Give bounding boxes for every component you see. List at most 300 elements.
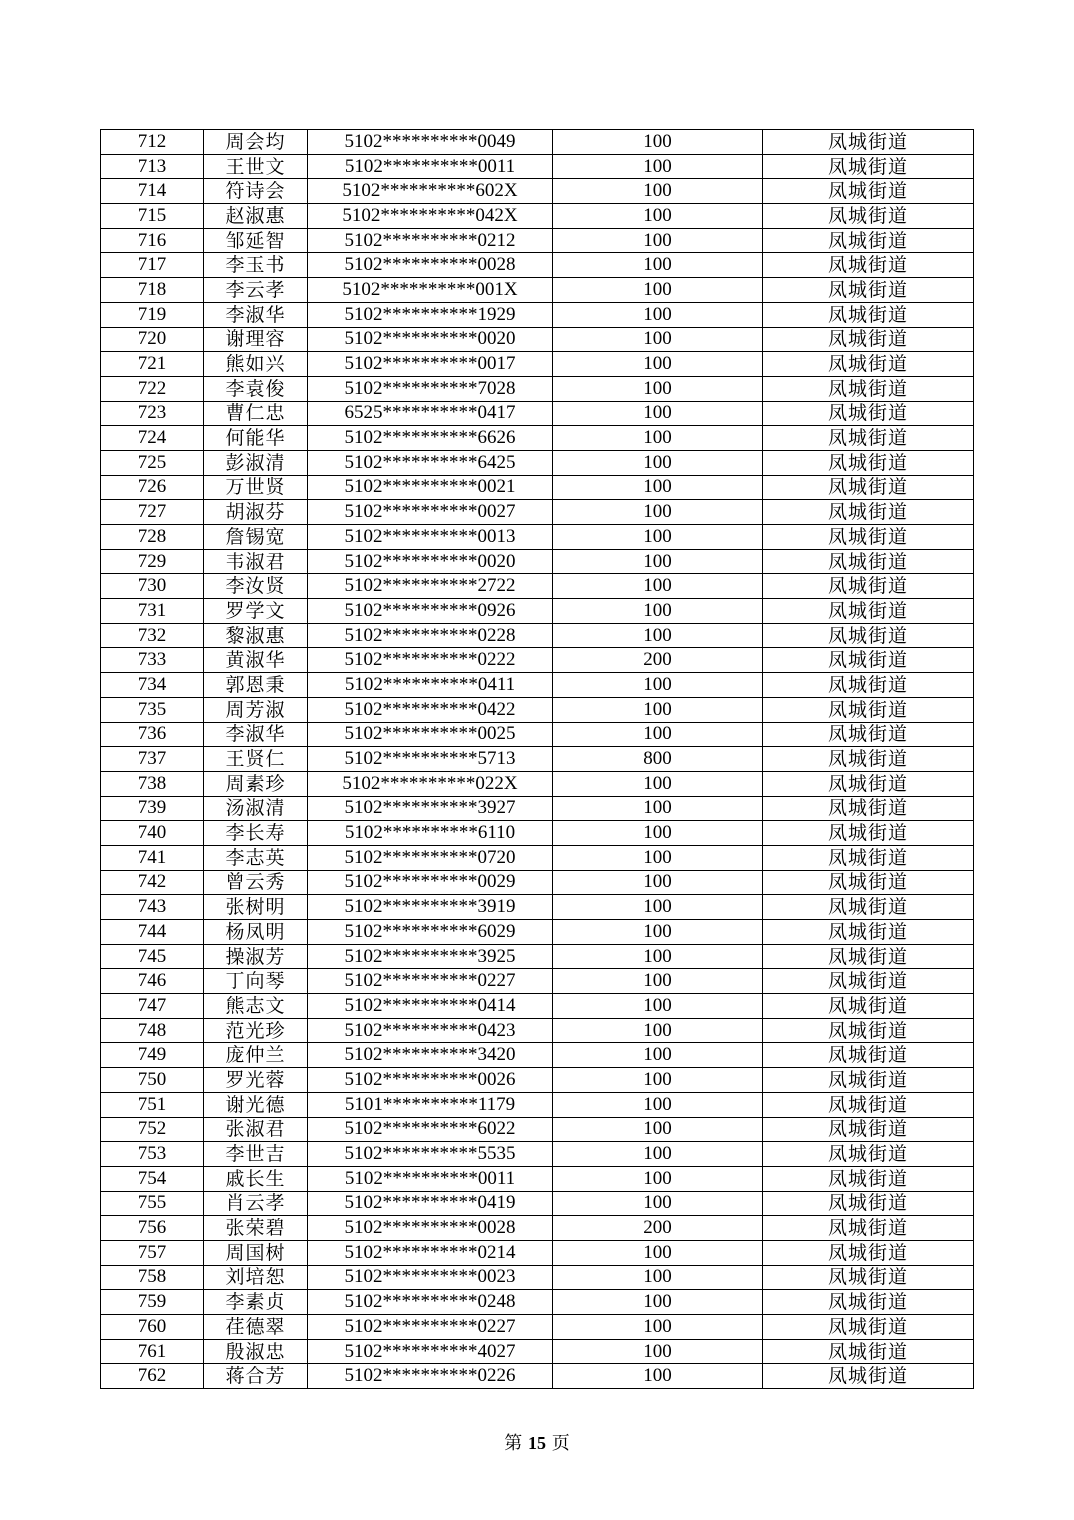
id-number-cell: 5102**********0228 [308, 623, 553, 648]
amount-cell: 100 [553, 179, 763, 204]
street-cell: 凤城街道 [763, 475, 974, 500]
amount-cell: 100 [553, 944, 763, 969]
name-cell: 殷淑忠 [204, 1339, 308, 1364]
name-cell: 罗学文 [204, 599, 308, 624]
row-number-cell: 724 [101, 426, 204, 451]
street-cell: 凤城街道 [763, 870, 974, 895]
id-number-cell: 5101**********1179 [308, 1092, 553, 1117]
id-number-cell: 5102**********6029 [308, 920, 553, 945]
name-cell: 李玉书 [204, 253, 308, 278]
row-number-cell: 743 [101, 895, 204, 920]
name-cell: 胡淑芬 [204, 500, 308, 525]
name-cell: 曾云秀 [204, 870, 308, 895]
amount-cell: 100 [553, 1364, 763, 1389]
street-cell: 凤城街道 [763, 747, 974, 772]
id-number-cell: 5102**********0023 [308, 1265, 553, 1290]
id-number-cell: 5102**********0026 [308, 1068, 553, 1093]
row-number-cell: 759 [101, 1290, 204, 1315]
table-row [101, 1339, 974, 1364]
row-number-cell: 748 [101, 1018, 204, 1043]
name-cell: 周会均 [204, 130, 308, 155]
subsidy-roster-table [100, 129, 974, 1389]
table-row [101, 1166, 974, 1191]
name-cell: 周国树 [204, 1240, 308, 1265]
amount-cell: 100 [553, 845, 763, 870]
row-number-cell: 720 [101, 327, 204, 352]
amount-cell: 100 [553, 1339, 763, 1364]
id-number-cell: 5102**********0222 [308, 648, 553, 673]
row-number-cell: 717 [101, 253, 204, 278]
name-cell: 韦淑君 [204, 549, 308, 574]
amount-cell: 100 [553, 722, 763, 747]
name-cell: 张荣碧 [204, 1216, 308, 1241]
street-cell: 凤城街道 [763, 599, 974, 624]
id-number-cell: 5102**********3420 [308, 1043, 553, 1068]
amount-cell: 100 [553, 599, 763, 624]
street-cell: 凤城街道 [763, 796, 974, 821]
street-cell: 凤城街道 [763, 352, 974, 377]
name-cell: 何能华 [204, 426, 308, 451]
street-cell: 凤城街道 [763, 1216, 974, 1241]
id-number-cell: 5102**********6110 [308, 821, 553, 846]
name-cell: 李志英 [204, 845, 308, 870]
roster-body [101, 130, 974, 1389]
name-cell: 戚长生 [204, 1166, 308, 1191]
id-number-cell: 5102**********5535 [308, 1142, 553, 1167]
id-number-cell: 5102**********0212 [308, 228, 553, 253]
amount-cell: 100 [553, 228, 763, 253]
table-row [101, 1364, 974, 1389]
street-cell: 凤城街道 [763, 845, 974, 870]
amount-cell: 100 [553, 821, 763, 846]
amount-cell: 100 [553, 376, 763, 401]
street-cell: 凤城街道 [763, 771, 974, 796]
name-cell: 黄淑华 [204, 648, 308, 673]
amount-cell: 100 [553, 1191, 763, 1216]
name-cell: 王世文 [204, 154, 308, 179]
table-row [101, 154, 974, 179]
row-number-cell: 736 [101, 722, 204, 747]
id-number-cell: 5102**********5713 [308, 747, 553, 772]
amount-cell: 100 [553, 1043, 763, 1068]
street-cell: 凤城街道 [763, 204, 974, 229]
street-cell: 凤城街道 [763, 376, 974, 401]
name-cell: 熊志文 [204, 994, 308, 1019]
street-cell: 凤城街道 [763, 179, 974, 204]
table-row [101, 599, 974, 624]
table-row [101, 673, 974, 698]
table-row [101, 1018, 974, 1043]
street-cell: 凤城街道 [763, 994, 974, 1019]
row-number-cell: 739 [101, 796, 204, 821]
street-cell: 凤城街道 [763, 1043, 974, 1068]
table-row [101, 1043, 974, 1068]
id-number-cell: 5102**********0226 [308, 1364, 553, 1389]
amount-cell: 100 [553, 1068, 763, 1093]
amount-cell: 100 [553, 895, 763, 920]
street-cell: 凤城街道 [763, 1240, 974, 1265]
amount-cell: 100 [553, 549, 763, 574]
amount-cell: 100 [553, 870, 763, 895]
table-row [101, 228, 974, 253]
name-cell: 张树明 [204, 895, 308, 920]
name-cell: 彭淑清 [204, 450, 308, 475]
street-cell: 凤城街道 [763, 154, 974, 179]
id-number-cell: 5102**********0227 [308, 969, 553, 994]
table-row [101, 574, 974, 599]
row-number-cell: 734 [101, 673, 204, 698]
id-number-cell: 5102**********0028 [308, 1216, 553, 1241]
id-number-cell: 6525**********0417 [308, 401, 553, 426]
name-cell: 李世吉 [204, 1142, 308, 1167]
table-row [101, 1142, 974, 1167]
table-row [101, 327, 974, 352]
table-row [101, 1216, 974, 1241]
amount-cell: 100 [553, 327, 763, 352]
row-number-cell: 741 [101, 845, 204, 870]
street-cell: 凤城街道 [763, 1191, 974, 1216]
table-row [101, 278, 974, 303]
row-number-cell: 745 [101, 944, 204, 969]
amount-cell: 100 [553, 302, 763, 327]
row-number-cell: 751 [101, 1092, 204, 1117]
row-number-cell: 744 [101, 920, 204, 945]
id-number-cell: 5102**********3919 [308, 895, 553, 920]
name-cell: 罗光蓉 [204, 1068, 308, 1093]
street-cell: 凤城街道 [763, 1265, 974, 1290]
street-cell: 凤城街道 [763, 920, 974, 945]
amount-cell: 800 [553, 747, 763, 772]
amount-cell: 100 [553, 1290, 763, 1315]
row-number-cell: 757 [101, 1240, 204, 1265]
table-row [101, 944, 974, 969]
street-cell: 凤城街道 [763, 1117, 974, 1142]
id-number-cell: 5102**********0011 [308, 154, 553, 179]
street-cell: 凤城街道 [763, 253, 974, 278]
amount-cell: 100 [553, 1240, 763, 1265]
id-number-cell: 5102**********001X [308, 278, 553, 303]
table-row [101, 845, 974, 870]
table-row [101, 426, 974, 451]
street-cell: 凤城街道 [763, 1364, 974, 1389]
amount-cell: 100 [553, 204, 763, 229]
row-number-cell: 715 [101, 204, 204, 229]
street-cell: 凤城街道 [763, 1315, 974, 1340]
street-cell: 凤城街道 [763, 1142, 974, 1167]
name-cell: 范光珍 [204, 1018, 308, 1043]
row-number-cell: 755 [101, 1191, 204, 1216]
row-number-cell: 752 [101, 1117, 204, 1142]
table-row [101, 253, 974, 278]
name-cell: 符诗会 [204, 179, 308, 204]
row-number-cell: 762 [101, 1364, 204, 1389]
name-cell: 熊如兴 [204, 352, 308, 377]
amount-cell: 100 [553, 1092, 763, 1117]
street-cell: 凤城街道 [763, 525, 974, 550]
amount-cell: 100 [553, 278, 763, 303]
id-number-cell: 5102**********0248 [308, 1290, 553, 1315]
street-cell: 凤城街道 [763, 1018, 974, 1043]
table-row [101, 130, 974, 155]
street-cell: 凤城街道 [763, 401, 974, 426]
amount-cell: 100 [553, 154, 763, 179]
page-prefix: 第 [504, 1433, 523, 1454]
street-cell: 凤城街道 [763, 722, 974, 747]
id-number-cell: 5102**********0422 [308, 697, 553, 722]
row-number-cell: 760 [101, 1315, 204, 1340]
row-number-cell: 761 [101, 1339, 204, 1364]
street-cell: 凤城街道 [763, 500, 974, 525]
amount-cell: 100 [553, 673, 763, 698]
name-cell: 黎淑惠 [204, 623, 308, 648]
id-number-cell: 5102**********0926 [308, 599, 553, 624]
row-number-cell: 749 [101, 1043, 204, 1068]
id-number-cell: 5102**********0414 [308, 994, 553, 1019]
amount-cell: 200 [553, 1216, 763, 1241]
name-cell: 蒋合芳 [204, 1364, 308, 1389]
row-number-cell: 727 [101, 500, 204, 525]
name-cell: 汤淑清 [204, 796, 308, 821]
row-number-cell: 753 [101, 1142, 204, 1167]
table-row [101, 1191, 974, 1216]
id-number-cell: 5102**********0027 [308, 500, 553, 525]
id-number-cell: 5102**********0020 [308, 549, 553, 574]
street-cell: 凤城街道 [763, 574, 974, 599]
id-number-cell: 5102**********0013 [308, 525, 553, 550]
table-row [101, 450, 974, 475]
table-row [101, 549, 974, 574]
street-cell: 凤城街道 [763, 623, 974, 648]
id-number-cell: 5102**********1929 [308, 302, 553, 327]
id-number-cell: 5102**********0227 [308, 1315, 553, 1340]
row-number-cell: 747 [101, 994, 204, 1019]
table-row [101, 771, 974, 796]
id-number-cell: 5102**********0049 [308, 130, 553, 155]
street-cell: 凤城街道 [763, 1339, 974, 1364]
street-cell: 凤城街道 [763, 648, 974, 673]
amount-cell: 100 [553, 401, 763, 426]
amount-cell: 100 [553, 1117, 763, 1142]
street-cell: 凤城街道 [763, 1092, 974, 1117]
table-row [101, 525, 974, 550]
id-number-cell: 5102**********2722 [308, 574, 553, 599]
page-number: 15 [528, 1433, 546, 1453]
id-number-cell: 5102**********7028 [308, 376, 553, 401]
amount-cell: 100 [553, 1142, 763, 1167]
name-cell: 李袁俊 [204, 376, 308, 401]
street-cell: 凤城街道 [763, 895, 974, 920]
table-row [101, 1068, 974, 1093]
name-cell: 张淑君 [204, 1117, 308, 1142]
name-cell: 詹锡宽 [204, 525, 308, 550]
row-number-cell: 713 [101, 154, 204, 179]
amount-cell: 100 [553, 525, 763, 550]
row-number-cell: 746 [101, 969, 204, 994]
table-row [101, 994, 974, 1019]
street-cell: 凤城街道 [763, 327, 974, 352]
row-number-cell: 758 [101, 1265, 204, 1290]
amount-cell: 200 [553, 648, 763, 673]
id-number-cell: 5102**********0028 [308, 253, 553, 278]
id-number-cell: 5102**********0029 [308, 870, 553, 895]
amount-cell: 100 [553, 796, 763, 821]
row-number-cell: 737 [101, 747, 204, 772]
id-number-cell: 5102**********3925 [308, 944, 553, 969]
name-cell: 李汝贤 [204, 574, 308, 599]
row-number-cell: 721 [101, 352, 204, 377]
amount-cell: 100 [553, 426, 763, 451]
name-cell: 李素贞 [204, 1290, 308, 1315]
table-row [101, 302, 974, 327]
table-row [101, 623, 974, 648]
table-row [101, 969, 974, 994]
id-number-cell: 5102**********6626 [308, 426, 553, 451]
street-cell: 凤城街道 [763, 697, 974, 722]
id-number-cell: 5102**********042X [308, 204, 553, 229]
amount-cell: 100 [553, 450, 763, 475]
row-number-cell: 750 [101, 1068, 204, 1093]
table-row [101, 895, 974, 920]
amount-cell: 100 [553, 500, 763, 525]
id-number-cell: 5102**********0214 [308, 1240, 553, 1265]
id-number-cell: 5102**********0011 [308, 1166, 553, 1191]
amount-cell: 100 [553, 1018, 763, 1043]
row-number-cell: 733 [101, 648, 204, 673]
table-row [101, 475, 974, 500]
name-cell: 李淑华 [204, 302, 308, 327]
street-cell: 凤城街道 [763, 1290, 974, 1315]
street-cell: 凤城街道 [763, 549, 974, 574]
amount-cell: 100 [553, 623, 763, 648]
amount-cell: 100 [553, 253, 763, 278]
table-row [101, 697, 974, 722]
row-number-cell: 728 [101, 525, 204, 550]
amount-cell: 100 [553, 969, 763, 994]
name-cell: 郭恩秉 [204, 673, 308, 698]
table-row [101, 747, 974, 772]
street-cell: 凤城街道 [763, 673, 974, 698]
street-cell: 凤城街道 [763, 450, 974, 475]
amount-cell: 100 [553, 920, 763, 945]
row-number-cell: 740 [101, 821, 204, 846]
street-cell: 凤城街道 [763, 278, 974, 303]
row-number-cell: 731 [101, 599, 204, 624]
street-cell: 凤城街道 [763, 1166, 974, 1191]
street-cell: 凤城街道 [763, 228, 974, 253]
row-number-cell: 729 [101, 549, 204, 574]
street-cell: 凤城街道 [763, 969, 974, 994]
id-number-cell: 5102**********3927 [308, 796, 553, 821]
name-cell: 刘培恕 [204, 1265, 308, 1290]
name-cell: 王贤仁 [204, 747, 308, 772]
id-number-cell: 5102**********0021 [308, 475, 553, 500]
row-number-cell: 738 [101, 771, 204, 796]
row-number-cell: 726 [101, 475, 204, 500]
row-number-cell: 716 [101, 228, 204, 253]
id-number-cell: 5102**********6022 [308, 1117, 553, 1142]
id-number-cell: 5102**********6425 [308, 450, 553, 475]
id-number-cell: 5102**********0419 [308, 1191, 553, 1216]
page-suffix: 页 [551, 1433, 570, 1454]
row-number-cell: 735 [101, 697, 204, 722]
id-number-cell: 5102**********0720 [308, 845, 553, 870]
table-row [101, 1240, 974, 1265]
street-cell: 凤城街道 [763, 944, 974, 969]
id-number-cell: 5102**********0025 [308, 722, 553, 747]
street-cell: 凤城街道 [763, 426, 974, 451]
id-number-cell: 5102**********0411 [308, 673, 553, 698]
id-number-cell: 5102**********0020 [308, 327, 553, 352]
table-row [101, 648, 974, 673]
name-cell: 李淑华 [204, 722, 308, 747]
amount-cell: 100 [553, 1265, 763, 1290]
row-number-cell: 719 [101, 302, 204, 327]
name-cell: 曹仁忠 [204, 401, 308, 426]
id-number-cell: 5102**********602X [308, 179, 553, 204]
table-row [101, 722, 974, 747]
table-row [101, 179, 974, 204]
row-number-cell: 754 [101, 1166, 204, 1191]
table-row [101, 1265, 974, 1290]
name-cell: 赵淑惠 [204, 204, 308, 229]
name-cell: 谢理容 [204, 327, 308, 352]
name-cell: 万世贤 [204, 475, 308, 500]
row-number-cell: 712 [101, 130, 204, 155]
name-cell: 丁向琴 [204, 969, 308, 994]
name-cell: 邹延智 [204, 228, 308, 253]
table-row [101, 401, 974, 426]
table-row [101, 821, 974, 846]
id-number-cell: 5102**********0423 [308, 1018, 553, 1043]
street-cell: 凤城街道 [763, 1068, 974, 1093]
table-row [101, 796, 974, 821]
table-row [101, 500, 974, 525]
id-number-cell: 5102**********022X [308, 771, 553, 796]
name-cell: 周素珍 [204, 771, 308, 796]
name-cell: 杨凤明 [204, 920, 308, 945]
id-number-cell: 5102**********4027 [308, 1339, 553, 1364]
name-cell: 李云孝 [204, 278, 308, 303]
row-number-cell: 742 [101, 870, 204, 895]
table-row [101, 1092, 974, 1117]
table-row [101, 1315, 974, 1340]
table-row [101, 1290, 974, 1315]
amount-cell: 100 [553, 771, 763, 796]
name-cell: 荏德翠 [204, 1315, 308, 1340]
row-number-cell: 732 [101, 623, 204, 648]
amount-cell: 100 [553, 130, 763, 155]
page-footer [0, 1429, 1074, 1455]
amount-cell: 100 [553, 352, 763, 377]
street-cell: 凤城街道 [763, 130, 974, 155]
row-number-cell: 725 [101, 450, 204, 475]
amount-cell: 100 [553, 1315, 763, 1340]
amount-cell: 100 [553, 475, 763, 500]
table-row [101, 870, 974, 895]
name-cell: 李长寿 [204, 821, 308, 846]
table-row [101, 376, 974, 401]
amount-cell: 100 [553, 994, 763, 1019]
name-cell: 操淑芳 [204, 944, 308, 969]
name-cell: 肖云孝 [204, 1191, 308, 1216]
table-row [101, 204, 974, 229]
row-number-cell: 730 [101, 574, 204, 599]
table-row [101, 920, 974, 945]
table-row [101, 1117, 974, 1142]
amount-cell: 100 [553, 697, 763, 722]
amount-cell: 100 [553, 1166, 763, 1191]
row-number-cell: 756 [101, 1216, 204, 1241]
